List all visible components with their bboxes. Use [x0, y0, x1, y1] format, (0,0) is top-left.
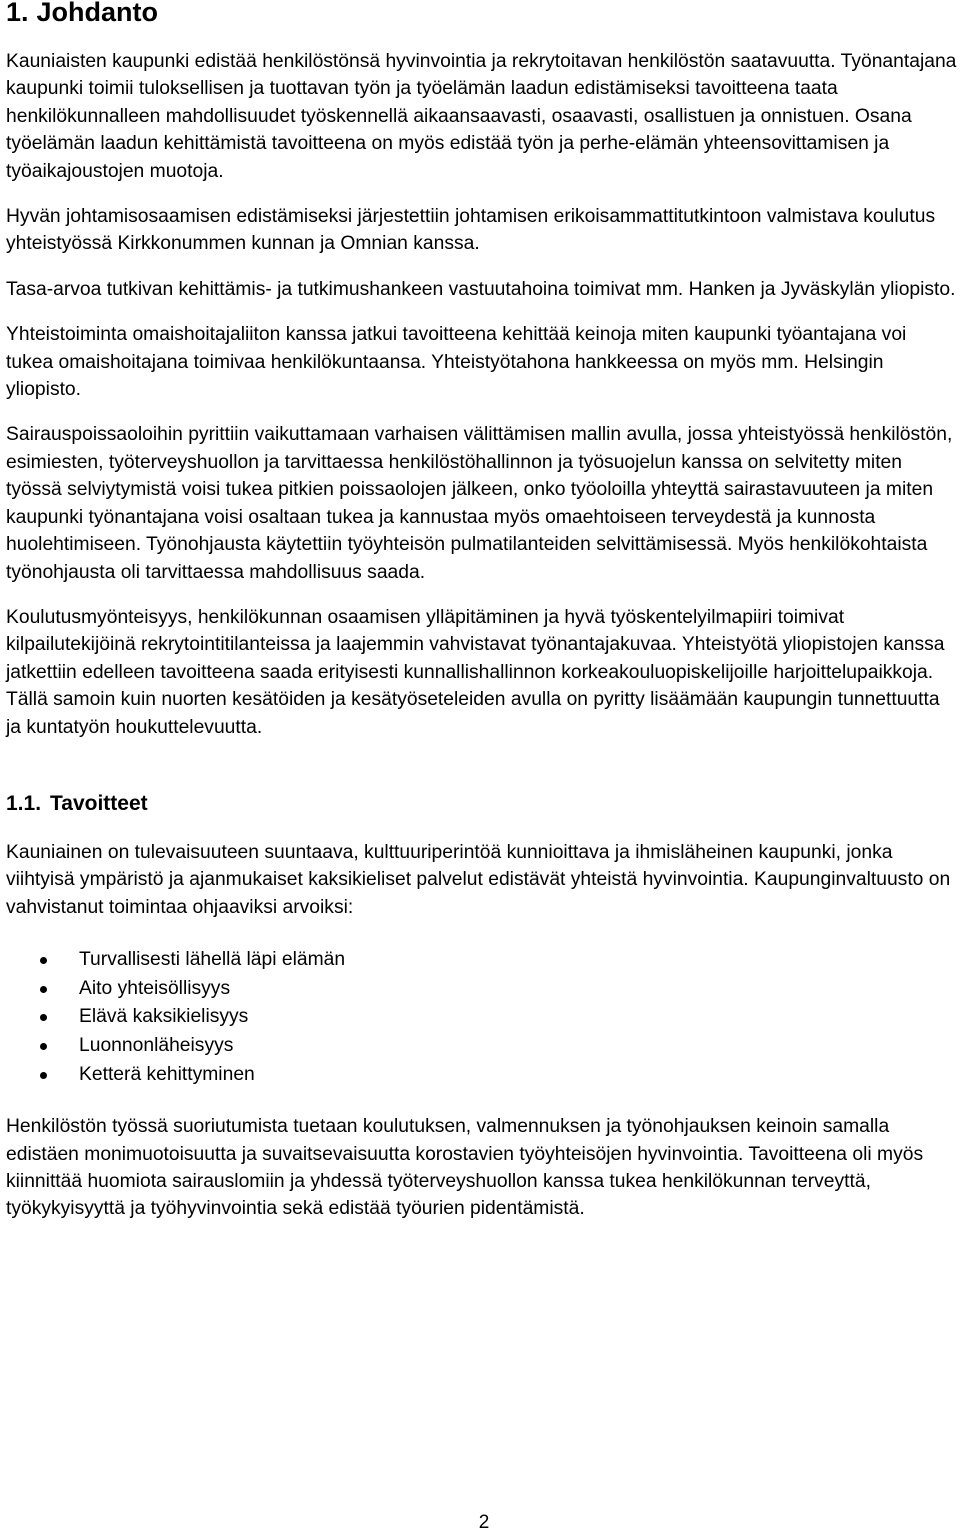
list-item	[6, 975, 958, 1004]
value-text: Aito yhteisöllisyys	[79, 977, 231, 999]
intro-paragraph-5: Sairauspoissaoloihin pyrittiin vaikuttamaan varhaisen välittämisen mallin avulla, jossa yhteistyössä henkilöstön, esimiesten, työterveyshuollon ja tarvittaessa henkilöstöhallinnon ja työsuojelun kanssa on selvitetty miten työssä selviytymistä voisi tukea pitkien poissaolojen jälkeen, onko työoloilla yhteyttä sairastavuuteen ja miten kaupunki työnantajana voisi osaltaan tukea ja kannustaa myös omaehtoiseen terveydestä ja kunnosta huolehtimiseen. Työnohjausta käytettiin työyhteisön pulmatilanteiden selvittämisessä. Myös henkilökohtaista työnohjausta oli tarvittaessa mahdollisuus saada.	[6, 424, 953, 583]
subsection-number: 1.1.	[6, 791, 42, 815]
page-number: 2	[478, 1512, 490, 1533]
subsection-title: Tavoitteet	[50, 791, 148, 815]
values-list	[6, 946, 958, 1089]
section-title: Johdanto	[36, 0, 159, 27]
list-item	[6, 1032, 958, 1061]
bullet-icon	[40, 957, 47, 964]
bullet-icon	[40, 1072, 47, 1079]
goals-paragraph: Kauniainen on tulevaisuuteen suuntaava, kulttuuriperintöä kunnioittava ja ihmisläheinen kaupunki, jonka viihtyisä ympäristö ja ajanmukaiset kaksikieliset palvelut edistävät yhteistä hyvinvointia. Kaupunginvaltuusto on vahvistanut toimintaa ohjaaviksi arvoiksi:	[6, 841, 951, 918]
bullet-icon	[40, 1043, 47, 1050]
list-item	[6, 1061, 958, 1090]
document-page	[6, 0, 958, 1223]
list-item	[6, 1003, 958, 1032]
value-text: Luonnonläheisyys	[79, 1034, 234, 1056]
value-text: Ketterä kehittyminen	[79, 1063, 255, 1085]
list-item	[6, 946, 958, 975]
intro-paragraph-1: Kauniaisten kaupunki edistää henkilöstönsä hyvinvointia ja rekrytoitavan henkilöstön saatavuutta. Työnantajana kaupunki toimii tuloksellisen ja tuottavan työn ja työelämän laadun edistämiseksi tavoitteena taata henkilökunnalleen mahdollisuudet työskennellä aikaansaavasti, osaavasti, osallistuen ja onnistuen. Osana työelämän laadun kehittämistä tavoitteena on myös edistää työn ja perhe-elämän yhteensovittamisen ja työaikajoustojen muotoja.	[6, 51, 957, 182]
intro-paragraph-6: Koulutusmyönteisyys, henkilökunnan osaamisen ylläpitäminen ja hyvä työskentelyilmapiiri toimivat kilpailutekijöinä rekrytointitilanteissa ja laajemmin vahvistavat työnantajakuvaa. Yhteistyötä yliopistojen kanssa jatkettiin edelleen tavoitteena saada erityisesti kunnallishallinnon korkeakouluopiskelijoille harjoittelupaikkoja. Tällä samoin kuin nuorten kesätöiden ja kesätyöseteleiden avulla on pyritty lisäämään kaupungin tunnettuutta ja kuntatyön houkuttelevuutta.	[6, 606, 945, 738]
value-text: Elävä kaksikielisyys	[79, 1006, 249, 1028]
section-heading	[6, 0, 958, 27]
closing-paragraph: Henkilöstön työssä suoriutumista tuetaan koulutuksen, valmennuksen ja työnohjauksen keinoin samalla edistäen monimuotoisuutta ja suvaitsevaisuutta korostavien työyhteisöjen hyvinvointia. Tavoitteena oli myös kiinnittää huomiota sairauslomiin ja yhdessä työterveyshuollon kanssa tukea henkilökunnan terveyttä, työkykyisyyttä ja työhyvinvointia sekä edistää työurien pidentämistä.	[6, 1116, 924, 1220]
intro-paragraph-2: Hyvän johtamisosaamisen edistämiseksi järjestettiin johtamisen erikoisammattitutkintoon valmistava koulutus yhteistyössä Kirkkonummen kunnan ja Omnian kanssa.	[6, 206, 936, 255]
bullet-icon	[40, 1014, 47, 1021]
section-number: 1.	[6, 0, 29, 27]
subsection-heading	[6, 789, 958, 819]
bullet-icon	[40, 986, 47, 993]
intro-paragraph-3: Tasa-arvoa tutkivan kehittämis- ja tutkimushankeen vastuutahoina toimivat mm. Hanken ja Jyväskylän yliopisto.	[6, 278, 956, 300]
intro-paragraph-4: Yhteistoiminta omaishoitajaliiton kanssa jatkui tavoitteena kehittää keinoja miten kaupunki työantajana voi tukea omaishoitajana toimivaa henkilökuntaansa. Yhteistyötahona hankkeessa on myös mm. Helsingin yliopisto.	[6, 324, 907, 401]
value-text: Turvallisesti lähellä läpi elämän	[79, 949, 346, 971]
